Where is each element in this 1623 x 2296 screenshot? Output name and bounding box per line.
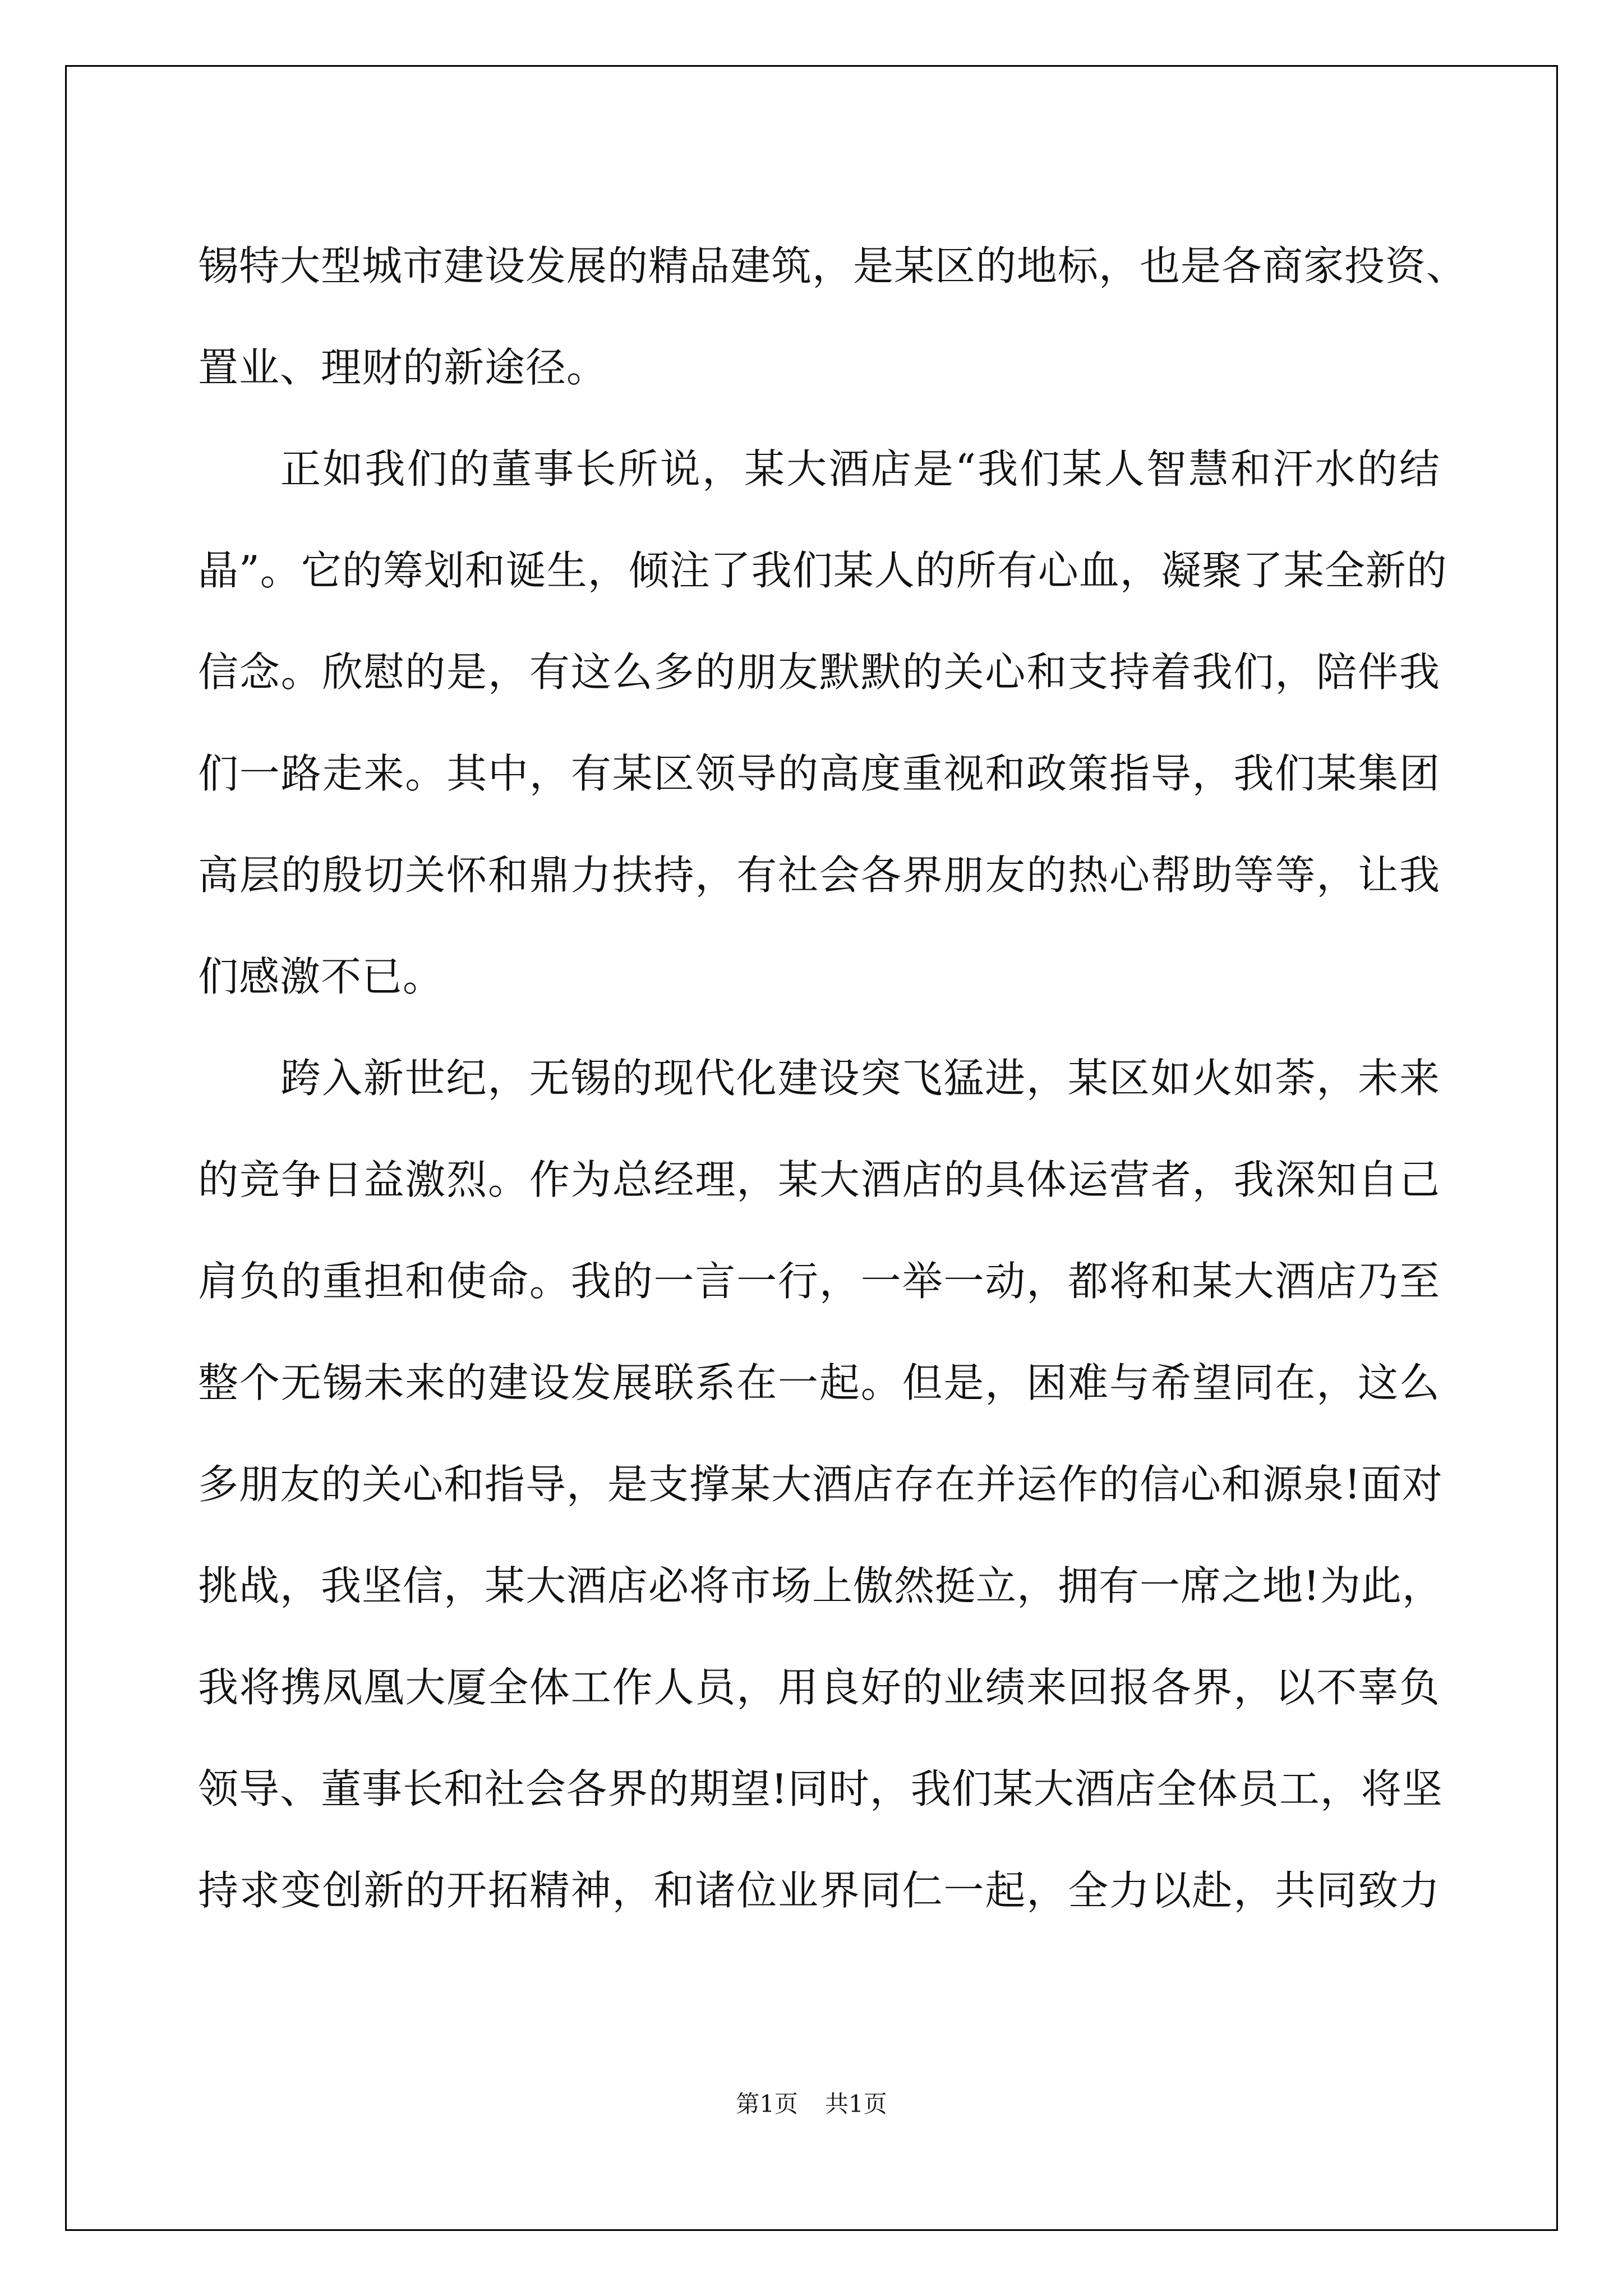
- document-body: [198, 215, 1468, 1941]
- page-number-total: 共1页: [825, 2090, 887, 2118]
- paragraph-3: [198, 1028, 1443, 1941]
- text-line: 晶”。它的筹划和诞生，倾注了我们某人的所有心血，凝聚了某全新的: [198, 547, 1447, 594]
- text-line: 领导、董事长和社会各界的期望!同时，我们某大酒店全体员工，将坚: [198, 1765, 1443, 1812]
- text-line: 锡特大型城市建设发展的精品建筑，是某区的地标，也是各商家投资、: [198, 242, 1468, 289]
- text-line: 肩负的重担和使命。我的一言一行，一举一动，都将和某大酒店乃至: [198, 1258, 1440, 1305]
- text-line: 持求变创新的开拓精神，和诸位业界同仁一起，全力以赴，共同致力: [198, 1867, 1440, 1914]
- text-line: 高层的殷切关怀和鼎力扶持，有社会各界朋友的热心帮助等等，让我: [198, 852, 1440, 899]
- text-line: 信念。欣慰的是，有这么多的朋友默默的关心和支持着我们，陪伴我: [198, 648, 1440, 696]
- text-line: 跨入新世纪，无锡的现代化建设突飞猛进，某区如火如荼，未来: [280, 1055, 1440, 1102]
- text-line: 们一路走来。其中，有某区领导的高度重视和政策指导，我们某集团: [198, 750, 1440, 797]
- text-line: 多朋友的关心和指导，是支撑某大酒店存在并运作的信心和源泉!面对: [198, 1461, 1443, 1508]
- text-line: 的竞争日益激烈。作为总经理，某大酒店的具体运营者，我深知自己: [198, 1156, 1440, 1203]
- text-line: 我将携凤凰大厦全体工作人员，用良好的业绩来回报各界，以不辜负: [198, 1664, 1440, 1711]
- page-footer: [0, 2086, 1623, 2119]
- text-line: 挑战，我坚信，某大酒店必将市场上傲然挺立，拥有一席之地!为此，: [198, 1562, 1443, 1609]
- text-line: 整个无锡未来的建设发展联系在一起。但是，困难与希望同在，这么: [198, 1359, 1440, 1406]
- text-line: 正如我们的董事长所说，某大酒店是“我们某人智慧和汗水的结: [280, 445, 1440, 493]
- text-line: 置业、理财的新途径。: [198, 344, 608, 391]
- text-line: 们感激不已。: [198, 953, 444, 1000]
- page-number-current: 第1页: [736, 2090, 798, 2118]
- paragraph-2: [198, 418, 1447, 1028]
- paragraph-1: [198, 215, 1468, 418]
